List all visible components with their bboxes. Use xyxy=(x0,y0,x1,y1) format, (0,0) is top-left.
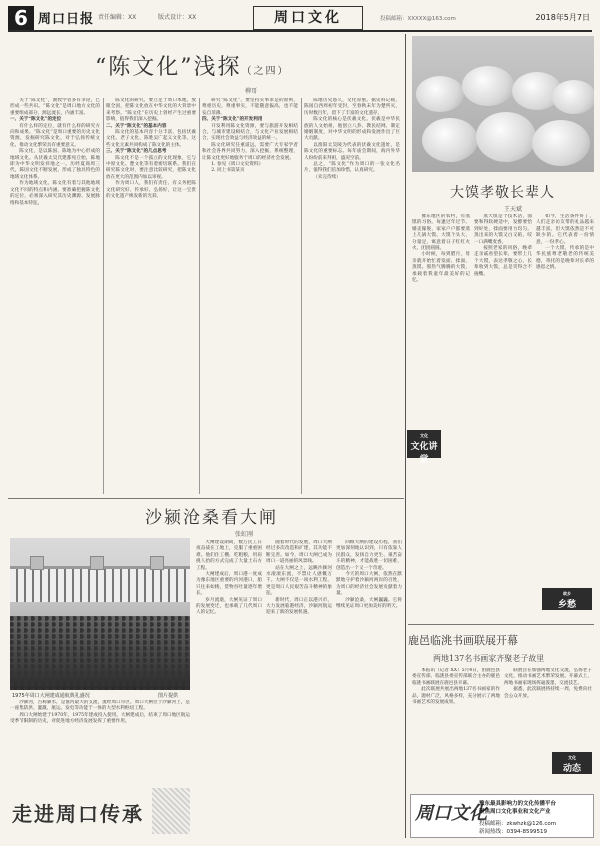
paragraph: 陈文化不是一个孤立的文化现象，它与中原文化、楚文化等有着密切联系。我们在研究陈文化时，要注意比较研究，把陈文化放在更大的范围内加以审视。 xyxy=(106,155,196,180)
editor-credit: 责任编辑：XX xyxy=(98,14,137,21)
paragraph: 新时代，周口正以港兴市，大力发展临港经济，沙颍河航运迎来了新的发展机遇。 xyxy=(266,597,332,616)
paragraph: 陈文化的基本内容十分丰富，包括伏羲文化、老子文化、陈胜吴广起义文化等。这些文化元素共同构成了陈文化的主体。 xyxy=(106,130,196,148)
paragraph: 按照老家的风俗，晚辈走亲戚看望长辈，要带上几个大馍，表达孝敬之心。长辈收到大馍，总是笑得合不拢嘴。 xyxy=(474,246,532,277)
promo-logo: 周口文化 xyxy=(415,803,487,824)
promo-email: 投稿邮箱：zkwhzk@126.com xyxy=(479,821,557,827)
article2-title: 沙颍沧桑看大闸 xyxy=(145,508,278,528)
stamp-small-text: 故乡 xyxy=(563,591,571,596)
footnote: 2. 同上书第某页 xyxy=(211,168,245,174)
paragraph: 作为地域文化，陈文化有着与其他地域文化不同的特点和内涵。要准确把握陈文化的定位，必须深入研究其历史渊源、发展脉络和基本特征。 xyxy=(10,181,100,206)
bun xyxy=(462,66,514,106)
main-column-divider xyxy=(405,34,406,838)
article1-title-suffix: （之四） xyxy=(241,66,290,77)
promo-banner xyxy=(410,794,594,838)
article3-column-3 xyxy=(536,214,594,584)
footnote: 1. 参见《周口文史资料》 xyxy=(211,162,263,168)
paragraph: 陈文化的研究，要立足于周口本地，放眼全国，把陈文化放在中华文化的大背景中来考察。“陈文化”在历史上曾经产生过重要影响，值得我们深入挖掘。 xyxy=(106,98,196,123)
column-divider xyxy=(199,98,200,494)
stamp-text: 文化讲堂 xyxy=(410,442,438,465)
article1-column-2 xyxy=(106,98,196,494)
designer-credit: 版式设计：XX xyxy=(158,14,197,21)
stamp-text: 动态 xyxy=(562,764,581,774)
paragraph: 大闸建成后，周口港一度成为豫东地区重要的内河港口，船只往来如梭，货物吞吐量逐年增长。 xyxy=(196,572,262,597)
article3-column-1 xyxy=(412,214,470,584)
issue-date: 2018年5月7日 xyxy=(535,13,590,22)
section-title: 周口文化 xyxy=(253,6,363,30)
paragraph: 研究“陈文化”，要坚持实事求是的原则，尊重历史，尊重事实，不能随意拔高，也不能妄自菲薄。 xyxy=(202,98,298,116)
paragraph: 回顾大闸的建设历程，我们更加深刻地认识到，只有依靠人民群众，发扬自力更生、艰苦奋斗的精神，才能战胜一切困难，创造出一个又一个奇迹。 xyxy=(336,540,402,571)
dam-tower xyxy=(150,556,164,570)
bottom-brand-art xyxy=(152,788,190,834)
article2-column-4 xyxy=(336,540,402,830)
subheading: 四、关于“陈文化”的开发利用 xyxy=(202,117,263,123)
photo-caption: 1975年周口大闸建成通航典礼盛况 xyxy=(12,693,90,699)
article2-author: 张虹刚 xyxy=(235,531,254,538)
paragraph: 联展旨在加强两地文化交流，弘扬老子文化，推动书画艺术繁荣发展。开幕式上，两地书画家现场挥毫泼墨，交流技艺。 xyxy=(504,668,592,686)
news-stamp xyxy=(552,752,592,774)
subheading: 一、关于“陈文化”的定位 xyxy=(10,117,62,123)
promo-line-1: 豫东最具影响力的文化传播平台 xyxy=(479,801,557,807)
paragraph: 关于“陈文化”，教授学者多有争论，已形成一些共识。“陈文化”是周口地方文化的重要组成部分，源远流长，内涵丰富。 xyxy=(10,98,100,116)
paragraph: 周口大闸始建于1970年，1975年建成投入使用。大闸建成后，结束了周口地区航运受季节限制的历史，对促进地方经济发展发挥了重要作用。 xyxy=(10,712,190,725)
paragraph: 作为周口人，我们有责任、有义务把陈文化研究好、传承好、弘扬好，让这一宝贵的文化遗产焕发新的光彩。 xyxy=(106,181,196,200)
steamed-buns-photo xyxy=(412,36,594,172)
paragraph: 站在大闸之上，远眺沙颍河水滚滚东流，不禁让人感慨万千。大闸不仅是一项水利工程，更是周口人民艰苦奋斗精神的象征。 xyxy=(266,565,332,597)
article4-column-1 xyxy=(412,668,500,786)
paragraph: 以淮阳太昊陵为代表的伏羲文化遗址，是陈文化的重要标志。每年庙会期间，海内外华人纷纷前来拜祖，盛况空前。 xyxy=(304,142,400,161)
article2-column-1 xyxy=(10,700,190,782)
section-divider xyxy=(8,498,404,499)
bun xyxy=(422,118,478,162)
stamp-text: 乡愁 xyxy=(557,600,576,610)
dam-tower xyxy=(30,556,44,570)
article1-author: 柳哥 xyxy=(245,88,258,95)
paragraph: 有什么样的定位，就有什么样的研究方向和成果。“陈文化”是周口重要的历史文化资源，发掘研究陈文化，对于弘扬传统文化、推动文化繁荣具有重要意义。 xyxy=(10,123,100,148)
paper-name: 周口日报 xyxy=(38,12,95,27)
paragraph: 陈文化的核心是伏羲文化。伏羲是中华民族的人文始祖，他创立八卦、教民结网、制定婚姻制度，对中华文明的形成和发展作出了巨大贡献。 xyxy=(304,117,400,142)
article1-column-1 xyxy=(10,98,100,494)
hometown-stamp xyxy=(542,588,592,610)
paragraph: （未完待续） xyxy=(313,174,341,180)
paragraph: 据悉，此次联展将持续一周，免费向社会公众开放。 xyxy=(504,687,592,699)
article2-column-2 xyxy=(196,540,262,790)
article1-title-text: “陈文化”浅探 xyxy=(95,55,242,80)
column-divider xyxy=(103,98,104,494)
bottom-brand: 走进周口传承 xyxy=(12,802,144,826)
header-email: 投稿邮箱：XXXXX@163.com xyxy=(380,16,456,22)
paragraph: 沙颍河，古称颍水，是淮河最大的支流，流经周口市区。周口大闸位于沙颍河上，是一座集防洪、灌溉、航运、发电等功能于一体的大型水利枢纽工程。 xyxy=(10,700,190,712)
article3-column-2 xyxy=(474,214,532,584)
paragraph: 大闸建设期间，数万民工日夜奋战在工地上，克服了重重困难。他们住工棚、吃粗粮，用肩挑人抬的方式完成了大量土石方工程。 xyxy=(196,540,262,571)
page-header xyxy=(8,6,592,32)
paragraph: 陈文化，是以陈国、陈地为中心形成的地域文化。从伏羲太昊氏建都宛丘始，陈地即为中华文明发祥地之一。历经夏商周三代，陈国文化不断发展，形成了独具特色的地域文化体系。 xyxy=(10,149,100,180)
paragraph: 如今，生活条件好了，人们走亲访友带的礼品越来越丰富，但大馍依然是不可缺少的。它代表着一份情意，一份孝心。 xyxy=(536,214,594,245)
paragraph: 本报讯（记者 XX）5月4日，由鹿邑县委宣传部、临洮县委宣传部联合主办的鹿邑临洮书画联展在鹿邑县开幕。 xyxy=(412,668,500,686)
column-divider xyxy=(301,98,302,494)
paragraph: 蒸大馍是个技术活，面要和得软硬适中，发酵要恰到好处，揉面要用力均匀。蒸出来的大馍又白又暄，咬一口满嘴麦香。 xyxy=(474,214,532,245)
article4-title: 鹿邑临洮书画联展开幕 xyxy=(408,634,518,647)
dam-structure xyxy=(10,566,190,602)
paragraph: 陈文化研究任重道远，需要广大专家学者和社会各界共同努力，深入挖掘，系统整理，让陈文化更好地服务于周口的经济社会发展。 xyxy=(202,142,298,161)
article1-column-4 xyxy=(304,98,400,494)
paragraph: 豫东地区的农村，有蒸馍的习俗。每逢过年过节、婚丧嫁娶，家家户户都要蒸上几锅大馍。大馍个头大、分量足，寓意着日子红红火火、团团圆圆。 xyxy=(412,214,470,252)
paragraph: 一个大馍，传承的是中华民族尊老敬老的传统美德，寄托的是晚辈对长辈的感恩之情。 xyxy=(536,246,594,271)
paragraph: 开发利用陈文化资源，要与旅游开发相结合，与城市建设相结合，与文化产业发展相结合，实现社会效益与经济效益的统一。 xyxy=(202,123,298,142)
stamp-small-text: 文化 xyxy=(420,433,428,438)
paragraph: 沙颍沧桑，大闸巍巍。它将继续见证周口更加美好的明天。 xyxy=(336,597,402,610)
dam-tower xyxy=(90,556,104,570)
bun xyxy=(476,112,536,162)
paragraph: 陈地历史悠久，文化厚重。据史料记载，陈国自西周初年受封，至春秋末年为楚所灭，历时数百年，留下了丰富的文化遗存。 xyxy=(304,98,400,116)
dam-photo xyxy=(10,538,190,690)
subheading: 二、关于“陈文化”的基本内容 xyxy=(106,123,167,129)
bun xyxy=(532,120,590,166)
bun xyxy=(416,76,464,112)
article1-title xyxy=(95,50,290,81)
paragraph: 岁月流逝，大闸见证了周口的发展变迁，也承载了几代周口人的记忆。 xyxy=(196,597,262,616)
subheading: 三、关于“陈文化”的几点思考 xyxy=(106,149,167,155)
paragraph: 总之，“陈文化”作为周口的一张文化名片，值得我们倍加珍惜，认真研究。 xyxy=(304,162,400,174)
crowd xyxy=(10,616,190,690)
paragraph: 今天的周口大闸，依然在默默地守护着沙颍河两岸的百姓，为周口的经济社会发展贡献着力量。 xyxy=(336,572,402,597)
article2-column-3 xyxy=(266,540,332,830)
paragraph: 此次联展共展出两地137名书画家的作品，题材广泛，风格多样，充分展示了两地书画艺术的发展成果。 xyxy=(412,687,500,706)
article1-column-3 xyxy=(202,98,298,494)
article3-title: 大馍孝敬长辈人 xyxy=(450,185,555,201)
article3-author: 王天斌 xyxy=(504,206,523,213)
paragraph: 随着时代的发展，周口大闸经过多次改造和扩建，其功能不断完善。如今，周口大闸已成为周口一道亮丽的风景线。 xyxy=(266,540,332,565)
page-number: 6 xyxy=(8,6,34,30)
bun xyxy=(552,80,594,114)
paragraph: 小时候，每到腊月，母亲就开始忙着发面、揉面、蒸馍。那热气腾腾的大馍，承载着我童年最美好的记忆。 xyxy=(412,252,470,284)
article4-column-2 xyxy=(504,668,592,744)
promo-hotline: 新闻热线：0394-8599519 xyxy=(479,829,547,835)
promo-line-2: 聚焦周口文化事业和文化产业 xyxy=(479,809,551,815)
article4-subtitle: 两地137名书画家齐聚老子故里 xyxy=(433,654,545,663)
section-divider xyxy=(408,624,594,625)
stamp-small-text: 文化 xyxy=(568,755,576,760)
photo-credit: 图片提供 xyxy=(158,693,179,699)
